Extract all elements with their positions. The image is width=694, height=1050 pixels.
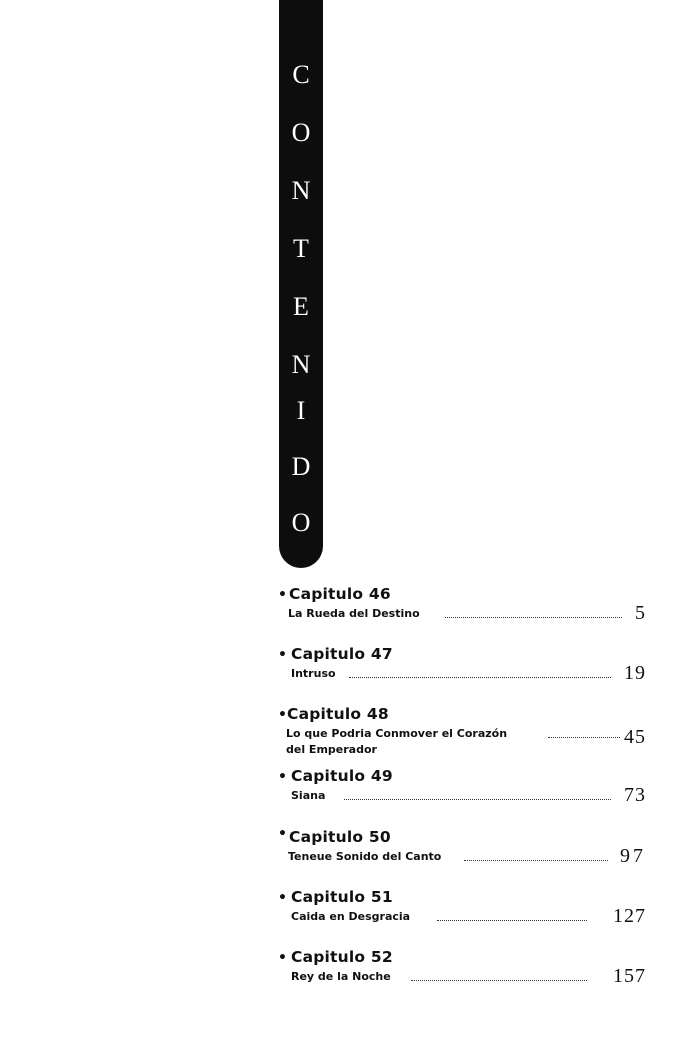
banner-letter: T — [293, 234, 309, 263]
dot-leader — [344, 799, 611, 800]
dot-leader — [445, 617, 622, 618]
dot-leader — [548, 737, 620, 738]
chapter-title: Teneue Sonido del Canto — [288, 850, 442, 863]
chapter-title: Siana — [291, 789, 326, 802]
toc-entry[interactable] — [278, 766, 650, 826]
banner-letter: N — [291, 350, 311, 379]
dot-leader — [437, 920, 587, 921]
title-row — [291, 909, 653, 927]
toc-entry[interactable] — [278, 947, 650, 1007]
chapter-heading: Capitulo 52 — [291, 948, 393, 966]
chapter-heading: Capitulo 48 — [287, 705, 389, 723]
page-number: 19 — [624, 662, 646, 684]
title-row — [291, 788, 653, 806]
toc-entry[interactable] — [278, 887, 650, 947]
chapter-heading: Capitulo 50 — [289, 828, 391, 846]
title-row — [291, 969, 653, 987]
chapter-heading: Capitulo 46 — [289, 585, 391, 603]
chapter-title: Lo que Podria Conmover el Corazón — [286, 727, 508, 740]
banner-letter: O — [291, 508, 311, 537]
chapter-title: Intruso — [291, 667, 336, 680]
chapter-title: Rey de la Noche — [291, 970, 391, 983]
page-number: 127 — [613, 905, 646, 927]
dot-leader — [464, 860, 608, 861]
banner-letter: D — [291, 452, 311, 481]
bullet: • — [278, 826, 287, 842]
chapter-title-line2: del Emperador — [286, 743, 377, 756]
banner-letter: I — [296, 396, 306, 425]
dot-leader — [349, 677, 611, 678]
bullet: • — [278, 647, 287, 663]
toc-entry[interactable] — [278, 584, 650, 644]
title-row — [291, 666, 653, 684]
bullet: • — [278, 707, 287, 723]
bullet: • — [278, 587, 287, 603]
page-number: 157 — [613, 965, 646, 987]
toc-entry[interactable] — [278, 827, 650, 887]
chapter-heading: Capitulo 51 — [291, 888, 393, 906]
chapter-heading: Capitulo 49 — [291, 767, 393, 785]
chapter-heading: Capitulo 47 — [291, 645, 393, 663]
dot-leader — [411, 980, 587, 981]
chapter-title: Caida en Desgracia — [291, 910, 411, 923]
chapter-title: La Rueda del Destino — [288, 607, 420, 620]
banner-letter: E — [293, 292, 309, 321]
bullet: • — [278, 950, 287, 966]
page-number: 5 — [635, 602, 646, 624]
banner-letter: O — [291, 118, 311, 147]
page-number: 45 — [624, 726, 646, 748]
title-row — [288, 849, 650, 867]
toc-entry[interactable] — [278, 644, 650, 704]
page-number: 97 — [620, 845, 646, 867]
bullet: • — [278, 890, 287, 906]
title-row — [288, 606, 650, 624]
banner-letter: N — [291, 176, 311, 205]
page-number: 73 — [624, 784, 646, 806]
bullet: • — [278, 769, 287, 785]
toc-entry[interactable] — [278, 704, 650, 764]
banner-letter: C — [292, 60, 310, 89]
